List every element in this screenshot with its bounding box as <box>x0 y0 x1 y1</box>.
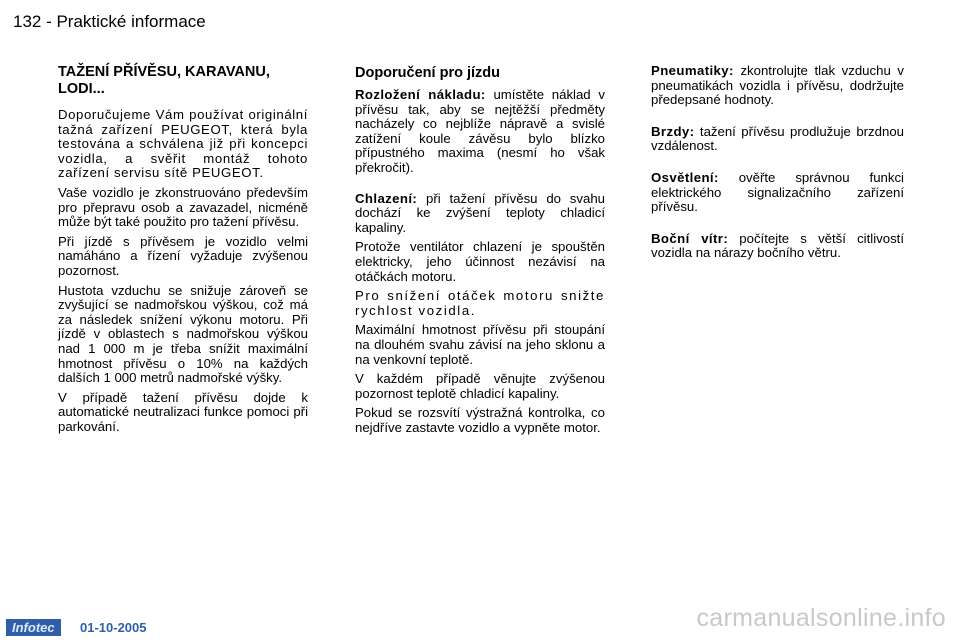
text-brakes: tažení přívěsu prodlužuje brzdnou vzdálenost. <box>651 123 904 154</box>
paragraph-parking-assist: V případě tažení přívěsu dojde k automatické neutralizaci funkce pomoci při parkování. <box>58 389 308 434</box>
paragraph-load-distribution <box>355 88 605 176</box>
watermark: carmanualsonline.info <box>696 604 946 632</box>
label-side-wind: Boční vítr: <box>651 230 729 246</box>
paragraph-vehicle-design: Vaše vozidlo je zkonstruováno především pro přepravu osob a zavazadel, nicméně může být také použito pro tažení přívěsu. <box>58 184 308 230</box>
column-towing <box>58 64 308 439</box>
paragraph-cooling <box>355 192 605 236</box>
paragraph-brakes <box>651 125 904 154</box>
text-lighting: ověřte správnou funkci elektrického signalizačního zařízení přívěsu. <box>651 169 904 215</box>
page-header: 132 - Praktické informace <box>13 12 206 31</box>
column-checks <box>651 64 904 278</box>
infotec-logo: Infotec <box>6 619 61 636</box>
section-title-driving-advice: Doporučení pro jízdu <box>355 65 500 81</box>
column-driving-advice <box>355 65 605 440</box>
text-load-distribution: umístěte náklad v přívěsu tak, aby se nejtěžší předměty nacházely co nejblíže nápravě a svislé zatížení koule závěsu bylo blízko přípustného maxima (nesmí ho však překročit). <box>355 87 605 175</box>
paragraph-lighting <box>651 171 904 215</box>
paragraph-warning-light: Pokud se rozsvítí výstražná kontrolka, co nejdříve zastavte vozidlo a vypněte motor. <box>355 405 605 435</box>
paragraph-attention: Při jízdě s přívěsem je vozidlo velmi namáháno a řízení vyžaduje zvýšenou pozornost. <box>58 233 308 278</box>
text-side-wind: počítejte s větší citlivostí vozidla na nárazy bočního větru. <box>651 230 904 261</box>
paragraph-side-wind <box>651 232 904 261</box>
paragraph-reduce-speed: Pro snížení otáček motoru snižte rychlost vozidla. <box>355 288 605 318</box>
text-tyres: zkontrolujte tlak vzduchu v pneumatikách vozidla i přívěsu, dodržujte předepsané hodnoty. <box>651 63 904 108</box>
label-tyres: Pneumatiky: <box>651 63 734 78</box>
label-load-distribution: Rozložení nákladu: <box>355 87 486 102</box>
paragraph-original-towbar: Doporučujeme Vám používat originální tažná zařízení PEUGEOT, která byla testována a schválena již při koncepci vozidla, a svěřit montáž tohoto zařízení servisu sítě PEUGEOT. <box>58 107 308 181</box>
paragraph-max-weight: Maximální hmotnost přívěsu při stoupání na dlouhém svahu závisí na jeho sklonu a na venkovní teplotě. <box>355 322 605 367</box>
section-title-towing: TAŽENÍ PŘÍVĚSU, KARAVANU, LODI... <box>58 64 270 97</box>
paragraph-tyres <box>651 64 904 108</box>
paragraph-coolant-attention: V každém případě věnujte zvýšenou pozornost teplotě chladicí kapaliny. <box>355 371 605 401</box>
label-lighting: Osvětlení: <box>651 169 719 185</box>
label-brakes: Brzdy: <box>651 123 695 139</box>
paragraph-cooling-fan: Protože ventilátor chlazení je spouštěn elektricky, jeho účinnost nezávisí na otáčkách motoru. <box>355 239 605 284</box>
paragraph-altitude: Hustota vzduchu se snižuje zároveň se zvyšující se nadmořskou výškou, což má za následek snížení výkonu motoru. Při jízdě v oblastech s nadmořskou výškou nad 1 000 m je třeba snížit maximální hmotnost přívěsu o 10% na každých dalších 1 000 metrů nadmořské výšky. <box>58 282 308 386</box>
label-cooling: Chlazení: <box>355 190 418 206</box>
text-cooling: při tažení přívěsu do svahu dochází ke zvýšení teploty chladicí kapaliny. <box>355 190 605 235</box>
footer-date: 01-10-2005 <box>80 620 147 635</box>
